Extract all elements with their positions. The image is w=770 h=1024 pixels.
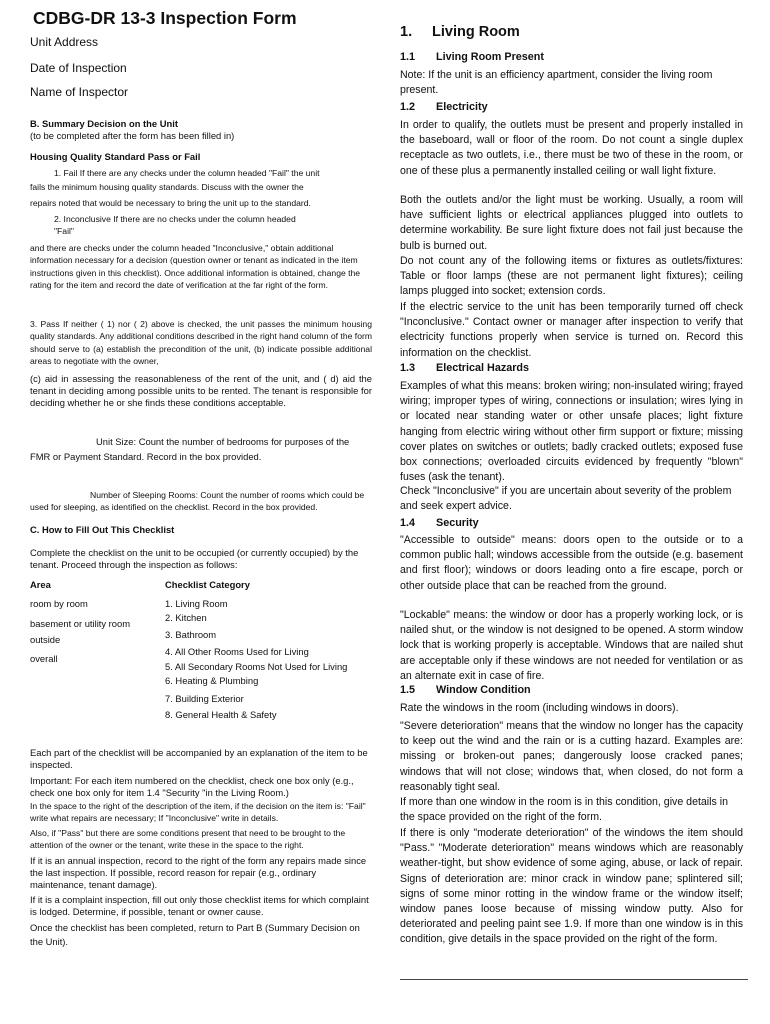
area-column-header: Area [30,579,51,590]
pass-body: 3. Pass If neither ( 1) nor ( 2) above is checked, the unit passes the minimum housing quality standards. Any additional conditions described in the right hand column of the form should serve to (a) establish the precondition of the unit, (b) indicate possible additional areas to negotiate with the owner, [30,319,372,367]
sleeping-rooms: Number of Sleeping Rooms: Count the number of rooms which could be used for sleeping, as identified on the checklist. Record in the box provided. [30,490,365,513]
section-number: 1. [400,24,413,40]
fail-line-2: fails the minimum housing quality standards. Discuss with the owner the [30,182,304,192]
subsection-title: Living Room Present [436,51,544,63]
subsection-heading [400,516,479,531]
subsection-heading [400,50,544,65]
s15-paragraph-2: "Severe deterioration" means that the window no longer has the capacity to keep out the wind and the rain or is a cutting hazard. Examples are: missing or broken-out panes; dangerously loose cracked panes; windows that will not close; windows that, when closed, do not form a reasonably tight seal. [400,720,743,793]
s12-paragraph-2: Both the outlets and/or the light must be working. Usually, a room will have sufficient lights or electrical appliances plugged into outlets to determine workability. Be sure light fixture does not fail just because the bulb is burned out. [400,194,743,252]
s15-paragraph-1: Rate the windows in the room (including windows in doors). [400,702,679,714]
s11-body: Note: If the unit is an efficiency apartment, consider the living room present. [400,69,713,97]
subsection-heading [400,100,488,115]
category-item: 5. All Secondary Rooms Not Used for Living [165,661,348,672]
subsection-number: 1.5 [400,684,416,696]
footer-rule [400,979,748,980]
section-title: Living Room [432,24,520,40]
pass-body-2: (c) aid in assessing the reasonableness of the rent of the unit, and ( d) aid the tenant in deciding among possible units to be rented. The tenant is responsible for deciding whether he or she finds these conditions acceptable. [30,373,372,409]
subsection-heading [400,683,531,698]
inconclusive-body: and there are checks under the column headed "Inconclusive," obtain additional information necessary for a decision (question owner or tenant as indicated in the item instructions given in this checklist). Once additional information is obtained, change the rating for the item and record the date of verification at the far right of the form. [30,243,361,291]
area-item: overall [30,653,58,664]
subsection-title: Electricity [436,101,488,113]
date-of-inspection-label: Date of Inspection [30,61,127,75]
how-to-intro: Complete the checklist on the unit to be occupied (or currently occupied) by the tenant. Proceed through the inspection as follows: [30,547,359,571]
category-item: 3. Bathroom [165,629,217,640]
s12-paragraph-3: Do not count any of the following items or fixtures as outlets/fixtures: Table or floor lamps (these are not permanent light fixtures); ceiling lamps plugged into socket; extension cords. [400,255,743,298]
inconclusive-line-1: 2. Inconclusive If there are no checks under the column headed [54,214,296,224]
category-item: 2. Kitchen [165,612,207,623]
summary-heading: B. Summary Decision on the Unit [30,118,178,129]
s12-paragraph-1: In order to qualify, the outlets must be present and properly installed in the baseboard, wall or floor of the room. Do not count a single duplex receptacle as two outlets, i.e., there must be two of these in the room, or one of these plus a permanently installed ceiling or wall light fixture. [400,119,743,177]
subsection-title: Security [436,517,479,529]
s14-paragraph-1: "Accessible to outside" means: doors open to the outside or to a common public hall; windows accessible from the outside (e.g. basement and first floor); windows or doors leading onto a fire escape, porch or other outside place that can be reached from the ground. [400,534,743,592]
annual-text: If it is an annual inspection, record to the right of the form any repairs made since the last inspection. If possible, record reason for repair (e.g., ordinary maintenance, tenant damage). [30,855,367,891]
category-item: 8. General Health & Safety [165,709,277,720]
area-item: basement or utility room [30,618,131,629]
category-item: 1. Living Room [165,598,228,609]
subsection-heading [400,361,529,376]
form-title: CDBG-DR 13-3 Inspection Form [33,8,297,28]
s15-paragraph-4: If there is only "moderate deterioration" of the windows the item should "Pass." "Moderate deterioration" means windows which are reasonably weather-tight, but show evidence of some aging, abuse, or lack of repair. Signs of deterioration are: minor crack in window pane; splintered sill; signs of some minor rotting in the window frame or the window itself; window panes loose because of missing window putty. Also for deteriorated and peeling paint see 1.9. If more than one window is in this condition, give details in the space provided on the right of the form. [400,827,743,946]
unit-size-line-2: FMR or Payment Standard. Record in the box provided. [30,451,262,462]
fail-line-3: repairs noted that would be necessary to bring the unit up to the standard. [30,198,311,208]
complaint-text: If it is a complaint inspection, fill out only those checklist items for which complaint is lodged. Determine, if possible, tenant or owner cause. [30,894,369,918]
area-item: room by room [30,598,88,609]
s14-paragraph-2: "Lockable" means: the window or door has a properly working lock, or is nailed shut, or the window is not designed to be opened. A storm window lock that is working properly is acceptable. Windows that are nailed shut are acceptable only if these windows are not needed for ventilation or as an alternate exit in case of fire. [400,609,743,682]
pass-note: Also, if "Pass" but there are some conditions present that need to be brought to the attention of the owner or the tenant, write these in the space to the right. [30,828,346,851]
subsection-number: 1.2 [400,101,416,113]
name-of-inspector-label: Name of Inspector [30,85,129,99]
s13-paragraph-1: Examples of what this means: broken wiring; non-insulated wiring; frayed wiring; improper types of wiring, connections or insulation; wires lying in or located near standing water or other unsafe places; light fixture hanging from electric wiring without other firm support or fixture; missing cover plates on switches or outlets; badly cracked outlets; exposed fuse box connections; overloaded circuits evidenced by frequently "blown" fuses (ask the tenant). [400,380,743,484]
category-item: 6. Heating & Plumbing [165,675,259,686]
subsection-number: 1.1 [400,51,416,63]
living-room-heading [400,24,520,40]
s13-paragraph-2: Check "Inconclusive" if you are uncertain about severity of the problem and seek expert advice. [400,485,732,513]
s12-paragraph-4: If the electric service to the unit has been temporarily turned off check "Inconclusive." Contact owner or manager after inspection to verify that electricity functions properly when service is turned on. Record this information on the checklist. [400,301,743,359]
explanation-text: Each part of the checklist will be accompanied by an explanation of the item to be inspected. [30,747,368,771]
subsection-number: 1.3 [400,362,416,374]
once-text: Once the checklist has been completed, return to Part B (Summary Decision on the Unit). [30,922,360,947]
how-to-heading: C. How to Fill Out This Checklist [30,524,175,535]
subsection-title: Electrical Hazards [436,362,530,374]
space-note: In the space to the right of the description of the item, if the decision on the item is: "Fail" write what repairs are necessary; If "Inconclusive" write in details. [30,801,366,824]
important-text: Important: For each item numbered on the checklist, check one box only (e.g., check one box only for item 1.4 "Security "in the Living Room.) [30,775,354,799]
unit-address-label: Unit Address [30,35,99,49]
subsection-number: 1.4 [400,517,416,529]
area-item: outside [30,634,61,645]
inconclusive-line-2: "Fail" [54,226,74,236]
hqs-heading: Housing Quality Standard Pass or Fail [30,151,201,162]
category-column-header: Checklist Category [165,579,250,590]
s15-paragraph-3: If more than one window in the room is in this condition, give details in the space provided on the right of the form. [400,796,728,824]
fail-line-1: 1. Fail If there are any checks under the column headed "Fail" the unit [54,168,320,178]
unit-size-line-1: Unit Size: Count the number of bedrooms for purposes of the [96,436,350,447]
summary-note: (to be completed after the form has been filled in) [30,130,235,141]
subsection-title: Window Condition [436,684,531,696]
category-item: 7. Building Exterior [165,693,244,704]
category-item: 4. All Other Rooms Used for Living [165,646,309,657]
